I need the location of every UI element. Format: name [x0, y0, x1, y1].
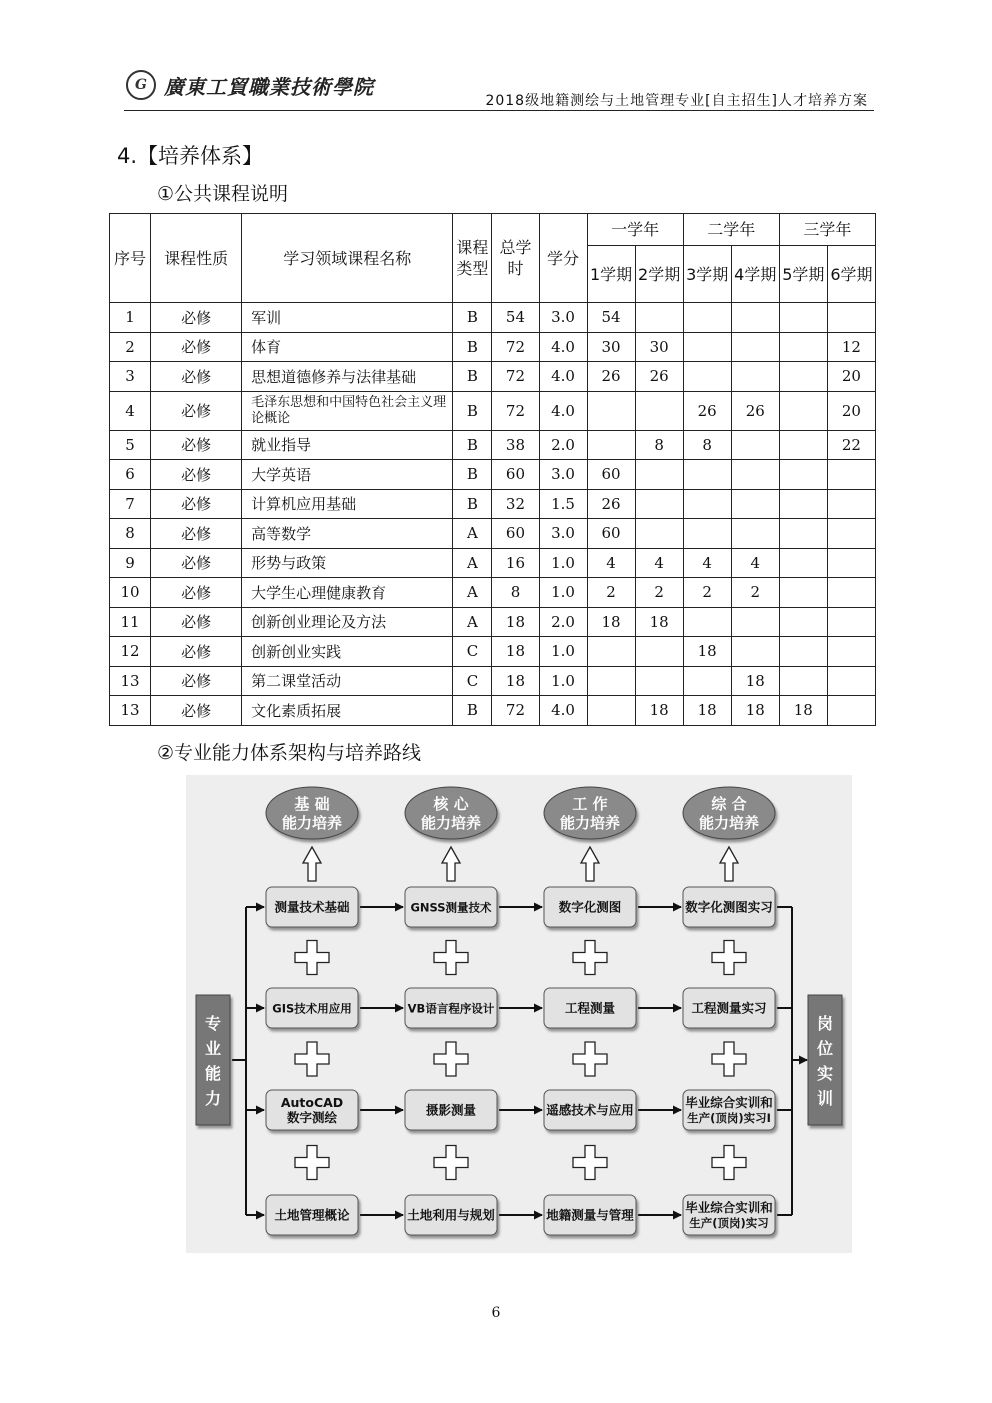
header-semester-3: 3学期 [683, 246, 731, 303]
ability-goal-2 [405, 787, 497, 839]
cell-type: C [453, 637, 492, 667]
cell-s1 [587, 391, 635, 430]
cell-s5 [779, 430, 827, 460]
header-course-name: 学习领域课程名称 [242, 214, 453, 303]
cell-credit: 1.0 [539, 637, 587, 667]
course-box-label: GIS技术用应用 [272, 1001, 352, 1016]
cell-nature: 必修 [151, 460, 242, 490]
cell-s3: 18 [683, 637, 731, 667]
cell-s2 [635, 519, 683, 549]
cell-s3: 26 [683, 391, 731, 430]
ability-goal-4 [683, 787, 775, 839]
cell-name: 毛泽东思想和中国特色社会主义理论概论 [242, 391, 453, 430]
cell-type: B [453, 489, 492, 519]
professional-ability-label [196, 995, 230, 1125]
cell-hours: 60 [492, 519, 539, 549]
course-box-label: 地籍测量与管理 [546, 1207, 634, 1223]
cell-hours: 72 [492, 362, 539, 392]
cell-credit: 3.0 [539, 519, 587, 549]
cell-s5 [779, 519, 827, 549]
cell-s4 [731, 362, 779, 392]
cell-s3: 2 [683, 578, 731, 608]
cell-nature: 必修 [151, 332, 242, 362]
cell-credit: 4.0 [539, 332, 587, 362]
goal-line1: 基 础 [294, 795, 330, 813]
cell-no: 8 [110, 519, 151, 549]
cell-s4: 18 [731, 666, 779, 696]
course-box-label: GNSS测量技术 [410, 900, 492, 915]
cell-name: 计算机应用基础 [242, 489, 453, 519]
cell-nature: 必修 [151, 362, 242, 392]
course-box-label: AutoCAD [280, 1095, 344, 1110]
course-box-label: 数字化测图实习 [685, 899, 773, 915]
table-row [110, 489, 876, 519]
cell-nature: 必修 [151, 548, 242, 578]
cell-no: 12 [110, 637, 151, 667]
cell-s3: 4 [683, 548, 731, 578]
cell-s5 [779, 607, 827, 637]
cell-type: B [453, 362, 492, 392]
cell-s1: 2 [587, 578, 635, 608]
course-box-label: VB语言程序设计 [407, 1001, 495, 1016]
cell-name: 思想道德修养与法律基础 [242, 362, 453, 392]
cell-no: 10 [110, 578, 151, 608]
course-box-label: 生产(顶岗)实习 [689, 1216, 769, 1230]
cell-s4 [731, 637, 779, 667]
goal-line2: 能力培养 [281, 814, 343, 832]
cell-s6: 12 [827, 332, 875, 362]
cell-type: B [453, 460, 492, 490]
cell-s1 [587, 430, 635, 460]
cell-s6: 22 [827, 430, 875, 460]
cell-s5 [779, 548, 827, 578]
cell-nature: 必修 [151, 519, 242, 549]
ability-goal-3 [544, 787, 636, 839]
table-row [110, 460, 876, 490]
cell-credit: 1.5 [539, 489, 587, 519]
course-table-body [110, 303, 876, 726]
job-training-label-char: 实 [816, 1064, 834, 1083]
table-row [110, 391, 876, 430]
cell-no: 5 [110, 430, 151, 460]
course-box-label: 工程测量实习 [691, 1000, 767, 1016]
ability-system-diagram [186, 775, 852, 1253]
cell-s4 [731, 519, 779, 549]
cell-s6 [827, 303, 875, 333]
table-row [110, 666, 876, 696]
professional-ability-label-char: 业 [204, 1039, 222, 1058]
cell-no: 1 [110, 303, 151, 333]
goal-line1: 核 心 [433, 795, 469, 813]
cell-hours: 54 [492, 303, 539, 333]
cell-s3 [683, 303, 731, 333]
cell-s4: 18 [731, 696, 779, 726]
course-box [544, 1090, 636, 1130]
cell-s3 [683, 519, 731, 549]
cell-s2: 18 [635, 696, 683, 726]
table-row [110, 362, 876, 392]
cell-s6 [827, 460, 875, 490]
cell-s6 [827, 696, 875, 726]
cell-hours: 72 [492, 696, 539, 726]
cell-s3 [683, 607, 731, 637]
course-box-label: 数字化测图 [558, 899, 622, 915]
cell-s6 [827, 578, 875, 608]
cell-s3: 8 [683, 430, 731, 460]
cell-s3 [683, 666, 731, 696]
course-box-label: 土地管理概论 [274, 1207, 350, 1223]
cell-credit: 1.0 [539, 666, 587, 696]
goal-line2: 能力培养 [420, 814, 482, 832]
course-box [544, 1195, 636, 1235]
cell-s6: 20 [827, 362, 875, 392]
table-row [110, 548, 876, 578]
cell-hours: 60 [492, 460, 539, 490]
document-title: 2018级地籍测绘与土地管理专业[自主招生]人才培养方案 [485, 93, 868, 109]
header-semester-6: 6学期 [827, 246, 875, 303]
cell-hours: 38 [492, 430, 539, 460]
cell-name: 体育 [242, 332, 453, 362]
table-row [110, 430, 876, 460]
table-row [110, 519, 876, 549]
header-semester-2: 2学期 [635, 246, 683, 303]
cell-nature: 必修 [151, 666, 242, 696]
cell-no: 3 [110, 362, 151, 392]
cell-credit: 2.0 [539, 607, 587, 637]
cell-s2: 18 [635, 607, 683, 637]
professional-ability-label-char: 能 [204, 1064, 222, 1083]
header-year-1: 一学年 [587, 214, 683, 246]
cell-name: 军训 [242, 303, 453, 333]
course-box [266, 887, 358, 927]
cell-s1: 60 [587, 460, 635, 490]
cell-name: 第二课堂活动 [242, 666, 453, 696]
cell-s5 [779, 391, 827, 430]
cell-s3 [683, 362, 731, 392]
header-divider [124, 110, 874, 111]
cell-s1: 26 [587, 489, 635, 519]
professional-ability-label-char: 专 [204, 1014, 222, 1033]
cell-s5 [779, 637, 827, 667]
course-box-label: 工程测量 [564, 1000, 616, 1016]
cell-credit: 1.0 [539, 578, 587, 608]
cell-name: 高等数学 [242, 519, 453, 549]
table-row [110, 332, 876, 362]
header-course-type: 课程类型 [453, 214, 492, 303]
cell-type: A [453, 548, 492, 578]
cell-type: A [453, 607, 492, 637]
ability-goal-1 [266, 787, 358, 839]
cell-hours: 32 [492, 489, 539, 519]
cell-s5 [779, 362, 827, 392]
table-row [110, 578, 876, 608]
cell-s5 [779, 578, 827, 608]
course-box-label: 土地利用与规划 [407, 1207, 495, 1223]
course-box [266, 988, 358, 1028]
cell-nature: 必修 [151, 391, 242, 430]
cell-credit: 4.0 [539, 391, 587, 430]
cell-no: 13 [110, 696, 151, 726]
course-table [109, 213, 876, 726]
goal-line1: 综 合 [711, 795, 747, 813]
cell-s1 [587, 637, 635, 667]
cell-nature: 必修 [151, 303, 242, 333]
course-box-label: 测量技术基础 [274, 899, 350, 915]
header-seq: 序号 [110, 214, 151, 303]
cell-s5 [779, 489, 827, 519]
cell-nature: 必修 [151, 696, 242, 726]
cell-s3 [683, 332, 731, 362]
cell-s2 [635, 666, 683, 696]
page-number: 6 [491, 1305, 501, 1321]
cell-name: 就业指导 [242, 430, 453, 460]
cell-s6 [827, 637, 875, 667]
cell-s6 [827, 607, 875, 637]
job-training-label-char: 位 [816, 1039, 834, 1058]
course-box [266, 1195, 358, 1235]
header-credit: 学分 [539, 214, 587, 303]
cell-name: 创新创业理论及方法 [242, 607, 453, 637]
cell-type: B [453, 303, 492, 333]
cell-nature: 必修 [151, 607, 242, 637]
cell-s2: 8 [635, 430, 683, 460]
cell-s5 [779, 666, 827, 696]
header-year-2: 二学年 [683, 214, 779, 246]
cell-hours: 16 [492, 548, 539, 578]
cell-name: 大学英语 [242, 460, 453, 490]
cell-s2: 4 [635, 548, 683, 578]
cell-nature: 必修 [151, 489, 242, 519]
cell-name: 文化素质拓展 [242, 696, 453, 726]
goal-line2: 能力培养 [698, 814, 760, 832]
cell-s4: 4 [731, 548, 779, 578]
course-box [405, 988, 497, 1028]
cell-s4 [731, 430, 779, 460]
cell-nature: 必修 [151, 637, 242, 667]
cell-nature: 必修 [151, 430, 242, 460]
course-box [683, 1090, 775, 1130]
cell-name: 创新创业实践 [242, 637, 453, 667]
cell-type: B [453, 391, 492, 430]
cell-s6 [827, 666, 875, 696]
cell-type: A [453, 519, 492, 549]
cell-s2 [635, 637, 683, 667]
cell-s1 [587, 666, 635, 696]
cell-hours: 72 [492, 332, 539, 362]
course-box [683, 1195, 775, 1235]
course-box [683, 988, 775, 1028]
cell-s5 [779, 303, 827, 333]
header-total-hours: 总学时 [492, 214, 539, 303]
cell-type: C [453, 666, 492, 696]
cell-s2 [635, 303, 683, 333]
course-box [544, 988, 636, 1028]
section-title: 4.【培养体系】 [117, 144, 264, 168]
cell-s4 [731, 607, 779, 637]
cell-no: 11 [110, 607, 151, 637]
course-box [544, 887, 636, 927]
cell-s5: 18 [779, 696, 827, 726]
cell-s2: 30 [635, 332, 683, 362]
cell-s3 [683, 460, 731, 490]
course-box [405, 1090, 497, 1130]
course-box [405, 1195, 497, 1235]
course-box [266, 1090, 358, 1130]
cell-s2 [635, 460, 683, 490]
cell-s2 [635, 489, 683, 519]
cell-s6 [827, 519, 875, 549]
course-box [405, 887, 497, 927]
cell-s4 [731, 303, 779, 333]
cell-s6 [827, 548, 875, 578]
cell-hours: 72 [492, 391, 539, 430]
job-training-label-char: 训 [816, 1089, 834, 1108]
cell-no: 7 [110, 489, 151, 519]
cell-s6 [827, 489, 875, 519]
table-row [110, 696, 876, 726]
cell-type: B [453, 696, 492, 726]
cell-s2: 2 [635, 578, 683, 608]
table-row [110, 607, 876, 637]
goal-line2: 能力培养 [559, 814, 621, 832]
cell-s1 [587, 696, 635, 726]
cell-hours: 18 [492, 607, 539, 637]
cell-s4 [731, 489, 779, 519]
course-box-label: 摄影测量 [425, 1102, 477, 1118]
cell-s4 [731, 332, 779, 362]
cell-s2 [635, 391, 683, 430]
cell-s1: 54 [587, 303, 635, 333]
cell-name: 大学生心理健康教育 [242, 578, 453, 608]
cell-hours: 8 [492, 578, 539, 608]
cell-credit: 3.0 [539, 303, 587, 333]
cell-s3: 18 [683, 696, 731, 726]
cell-name: 形势与政策 [242, 548, 453, 578]
cell-s1: 60 [587, 519, 635, 549]
header-nature: 课程性质 [151, 214, 242, 303]
cell-type: B [453, 430, 492, 460]
cell-s4: 26 [731, 391, 779, 430]
school-seal-icon: G [126, 70, 156, 100]
header-year-3: 三学年 [779, 214, 875, 246]
cell-s1: 18 [587, 607, 635, 637]
course-box-label: 毕业综合实训和 [685, 1095, 773, 1110]
subsection-public-courses: ①公共课程说明 [157, 183, 289, 205]
cell-s2: 26 [635, 362, 683, 392]
course-box-label: 遥感技术与应用 [546, 1102, 634, 1118]
school-name: 廣東工貿職業技術學院 [164, 74, 374, 99]
cell-s3 [683, 489, 731, 519]
cell-credit: 3.0 [539, 460, 587, 490]
cell-credit: 4.0 [539, 696, 587, 726]
header-semester-1: 1学期 [587, 246, 635, 303]
course-box-label: 毕业综合实训和 [685, 1200, 773, 1215]
cell-s1: 30 [587, 332, 635, 362]
header-semester-4: 4学期 [731, 246, 779, 303]
subsection-ability-system: ②专业能力体系架构与培养路线 [157, 742, 422, 764]
job-training-label-char: 岗 [816, 1014, 834, 1033]
table-row [110, 637, 876, 667]
cell-no: 4 [110, 391, 151, 430]
course-box-label: 生产(顶岗)实习I [687, 1111, 771, 1125]
course-box [683, 887, 775, 927]
cell-credit: 1.0 [539, 548, 587, 578]
cell-s5 [779, 460, 827, 490]
cell-s1: 26 [587, 362, 635, 392]
school-logo [126, 70, 374, 100]
cell-s6: 20 [827, 391, 875, 430]
cell-s5 [779, 332, 827, 362]
cell-s4 [731, 460, 779, 490]
cell-credit: 2.0 [539, 430, 587, 460]
cell-hours: 18 [492, 666, 539, 696]
cell-s4: 2 [731, 578, 779, 608]
professional-ability-label-char: 力 [204, 1089, 222, 1108]
cell-type: A [453, 578, 492, 608]
cell-type: B [453, 332, 492, 362]
header-semester-5: 5学期 [779, 246, 827, 303]
course-box-label: 数字测绘 [286, 1110, 338, 1125]
cell-no: 2 [110, 332, 151, 362]
job-training-label [808, 995, 842, 1125]
table-row [110, 303, 876, 333]
cell-hours: 18 [492, 637, 539, 667]
cell-credit: 4.0 [539, 362, 587, 392]
goal-line1: 工 作 [572, 795, 608, 813]
cell-s1: 4 [587, 548, 635, 578]
cell-no: 9 [110, 548, 151, 578]
cell-nature: 必修 [151, 578, 242, 608]
cell-no: 6 [110, 460, 151, 490]
cell-no: 13 [110, 666, 151, 696]
